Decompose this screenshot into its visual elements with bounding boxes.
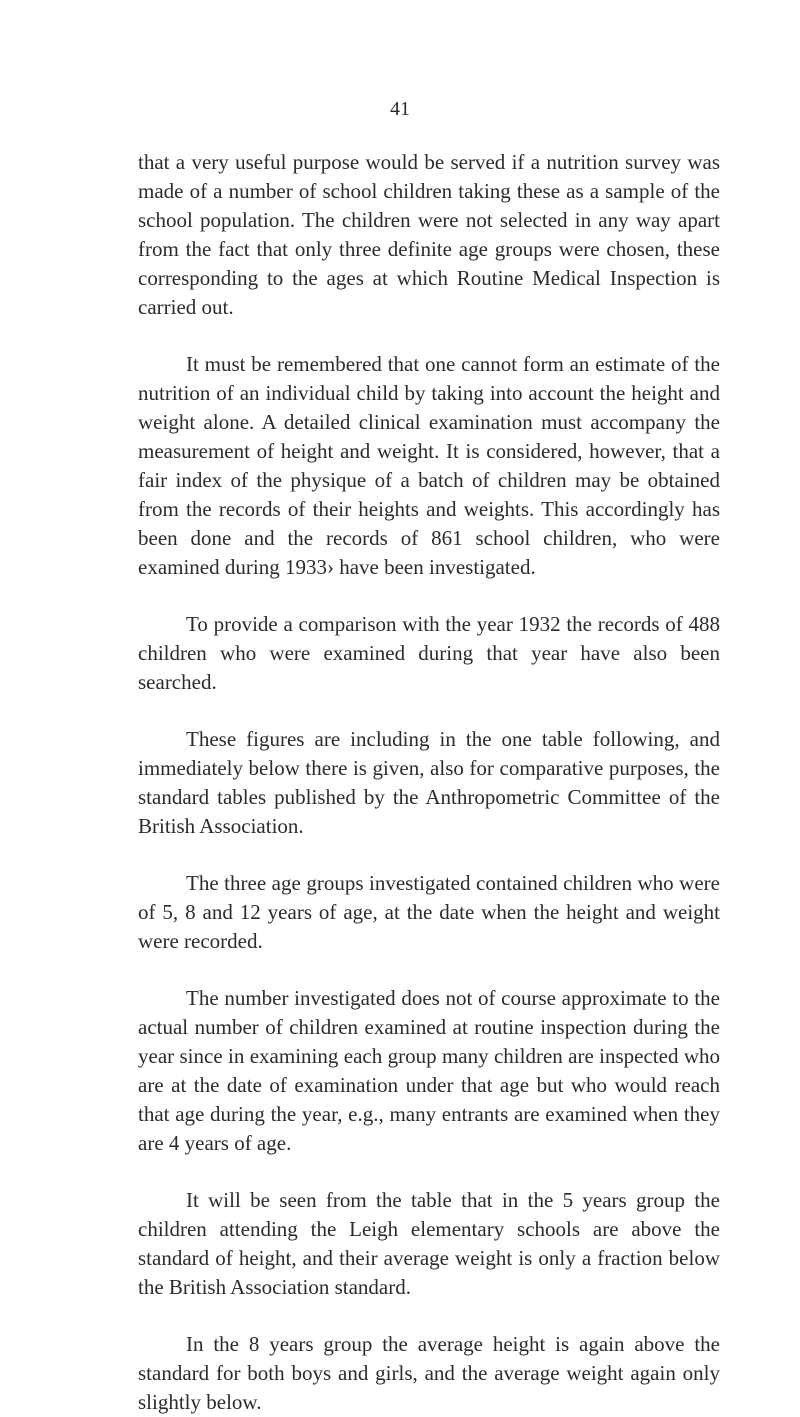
paragraph-2: It must be remembered that one cannot form an estimate of the nutrition of an individual child by taking into account the height and weight alone. A detailed clinical examination must accompany the measurement of height and weight. It is considered, however, that a fair index of the physique of a batch of children may be obtained from the records of their heights and weights. This accordingly has been done and the records of 861 school children, who were examined during 1933› have been investigated. (138, 352, 720, 579)
paragraph-4: These figures are including in the one table following, and immediately below there is given, also for comparative purposes, the standard tables published by the Anthropometric Committee of the British Association. (138, 727, 720, 838)
paragraph-8: In the 8 years group the average height is again above the standard for both boys and girls, and the average weight again only slightly below. (138, 1332, 720, 1414)
paragraph-3: To provide a comparison with the year 1932 the records of 488 children who were examined during that year have also been searched. (138, 612, 720, 694)
paragraph-7: It will be seen from the table that in the 5 years group the children attending the Leigh elementary schools are above the standard of height, and their average weight is only a fraction below the British Association standard. (138, 1188, 720, 1299)
body-text (138, 148, 720, 1417)
paragraph-5: The three age groups investigated contained children who were of 5, 8 and 12 years of age, at the date when the height and weight were recorded. (138, 871, 720, 953)
paragraph-1: that a very useful purpose would be served if a nutrition survey was made of a number of school children taking these as a sample of the school population. The children were not selected in any way apart from the fact that only three definite age groups were chosen, these corresponding to the ages at which Routine Medical Inspection is carried out. (138, 150, 720, 319)
paragraph-6: The number investigated does not of course approximate to the actual number of children examined at routine inspection during the year since in examining each group many children are inspected who are at the date of examination under that age but who would reach that age during the year, e.g., many entrants are examined when they are 4 years of age. (138, 986, 720, 1155)
page-number: 41 (390, 98, 410, 120)
